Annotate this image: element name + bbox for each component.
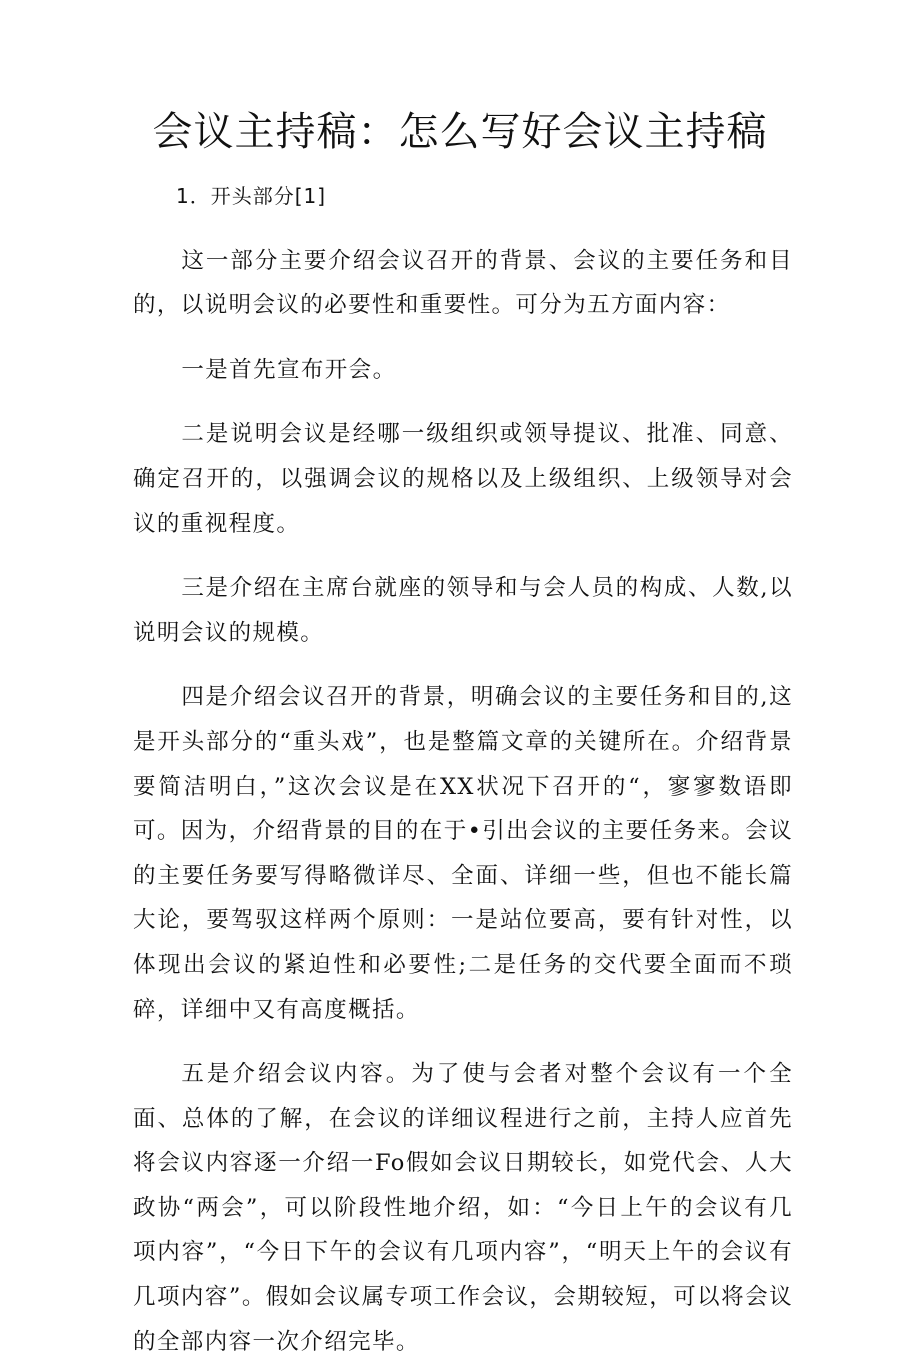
paragraph-point-1: 一是首先宣布开会。 — [181, 356, 397, 383]
paragraph-point-3: 三是介绍在主席台就座的领导和与会人员的构成、人数,以说明会议的规模。 — [133, 575, 793, 646]
section-heading: 1．开头部分[1] — [176, 184, 327, 208]
paragraph-point-4: 四是介绍会议召开的背景，明确会议的主要任务和目的,这是开头部分的“重头戏”，也是整篇文章的关键所在。介绍背景要简洁明白，”这次会议是在XX状况下召开的“，寥寥数语即可。因为，介绍背景的目的在于•引出会议的主要任务来。会议的主要任务要写得略微详尽、全面、详细一些，但也不能长篇大论，要驾驭这样两个原则：一是站位要高，要有针对性，以体现出会议的紧迫性和必要性;二是任务的交代要全面而不琐碎，详细中又有高度概括。 — [133, 684, 793, 1023]
document-title: 会议主持稿：怎么写好会议主持稿 — [152, 109, 768, 155]
paragraph-intro: 这一部分主要介绍会议召开的背景、会议的主要任务和目的，以说明会议的必要性和重要性。可分为五方面内容： — [133, 247, 793, 319]
document-body — [133, 174, 793, 1364]
paragraph-point-2: 二是说明会议是经哪一级组织或领导提议、批准、同意、确定召开的，以强调会议的规格以及上级组织、上级领导对会议的重视程度。 — [133, 421, 793, 537]
paragraph-point-5: 五是介绍会议内容。为了使与会者对整个会议有一个全面、总体的了解，在会议的详细议程进行之前，主持人应首先将会议内容逐一介绍一Fo假如会议日期较长，如党代会、人大政协“两会”，可以阶段性地介绍，如：“今日上午的会议有几项内容”，“今日下午的会议有几项内容”，“明天上午的会议有几项内容”。假如会议属专项工作会议，会期较短，可以将会议的全部内容一次介绍完毕。 — [133, 1061, 793, 1355]
